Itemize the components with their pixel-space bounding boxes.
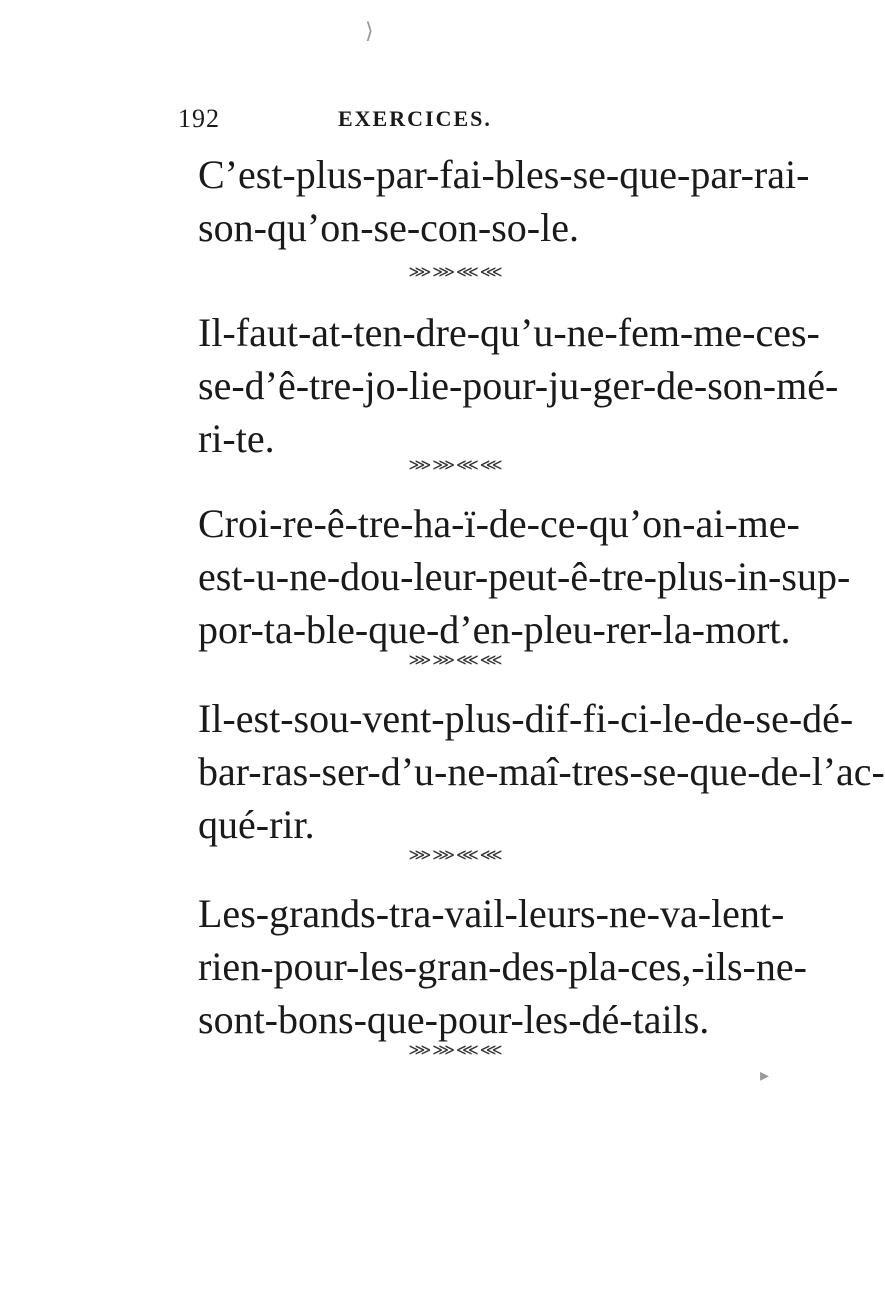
ornament-divider — [0, 262, 800, 282]
exercise-1 — [198, 148, 810, 254]
exercise-line: Croi-re-ê-tre-ha-ï-de-ce-qu’on-ai-me- — [198, 501, 800, 546]
ornament-divider — [0, 845, 800, 865]
exercise-line: C’est-plus-par-fai-bles-se-que-par-rai- — [198, 152, 810, 197]
ornament-icon: ⋙⋙⋘⋘ — [408, 847, 504, 864]
exercise-line: Il-faut-at-ten-dre-qu’u-ne-fem-me-ces- — [198, 310, 820, 355]
exercise-line: rien-pour-les-gran-des-pla-ces,-ils-ne- — [198, 944, 807, 989]
exercise-line: se-d’ê-tre-jo-lie-pour-ju-ger-de-son-mé- — [198, 363, 839, 408]
ornament-icon: ⋙⋙⋘⋘ — [408, 1042, 504, 1059]
exercise-line: por-ta-ble-que-d’en-pleu-rer-la-mort. — [198, 607, 791, 652]
margin-mark: ▸ — [760, 1065, 770, 1085]
running-head: EXERCICES. — [338, 106, 492, 131]
page-header — [178, 104, 738, 140]
ornament-divider — [0, 455, 800, 475]
exercise-line: sont-bons-que-pour-les-dé-tails. — [198, 997, 710, 1042]
ornament-divider — [0, 1040, 800, 1060]
ornament-icon: ⋙⋙⋘⋘ — [408, 264, 504, 281]
exercise-4 — [198, 692, 885, 851]
exercise-line: est-u-ne-dou-leur-peut-ê-tre-plus-in-sup- — [198, 554, 851, 599]
ornament-icon: ⋙⋙⋘⋘ — [408, 457, 504, 474]
exercise-line: bar-ras-ser-d’u-ne-maî-tres-se-que-de-l’ac- — [198, 749, 885, 794]
exercise-line: ri-te. — [198, 416, 275, 461]
exercise-line: Il-est-sou-vent-plus-dif-fi-ci-le-de-se-dé- — [198, 696, 854, 741]
page-number: 192 — [178, 104, 220, 133]
exercise-line: qué-rir. — [198, 802, 315, 847]
margin-mark: ⟩ — [365, 18, 374, 43]
ornament-icon: ⋙⋙⋘⋘ — [408, 652, 504, 669]
exercise-2 — [198, 306, 839, 465]
exercise-5 — [198, 887, 807, 1046]
ornament-divider — [0, 650, 800, 670]
exercise-line: Les-grands-tra-vail-leurs-ne-va-lent- — [198, 891, 785, 936]
exercise-line: son-qu’on-se-con-so-le. — [198, 205, 579, 250]
exercise-3 — [198, 497, 851, 656]
